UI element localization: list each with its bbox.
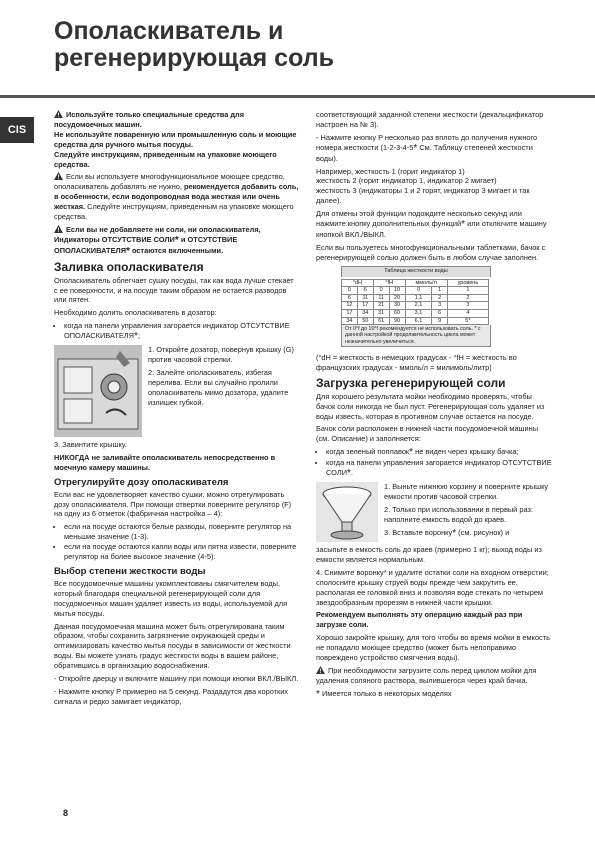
warning-salt: При необходимости загрузите соль перед циклом мойки для удаления соляного раствора, вылившегося через край бачка. xyxy=(316,665,537,685)
left-column xyxy=(54,110,299,710)
warning-icon xyxy=(316,666,325,674)
step-3: 3. Вставьте воронку* (см. рисунок) и xyxy=(384,527,510,539)
step-1: 1. Откройте дозатор, повернув крышку (G) против часовой стрелки. xyxy=(148,345,294,364)
warning-multifunction: Если вы используете многофункциональное моющее средство, ополаскиватель добавлять не нужно, рекомендуется добавить соль, в особенности, если водопроводная вода жесткая или очень жесткая. Следуйте инструкциям, приведенным на упаковке моющего средства. xyxy=(54,172,299,222)
warning-icon xyxy=(54,172,63,180)
step-2: 2. Залейте ополаскиватель, избегая перелива. Если вы случайно пролили ополаскиватель мимо дозатора, удалите излишек губкой. xyxy=(148,367,289,407)
title-line-2: регенерирующая соль xyxy=(54,44,334,72)
hardness-table-caption: Таблица жесткости воды xyxy=(341,266,491,277)
step-1: 1. Выньте нижнюю корзину и поверните крышку емкости против часовой стрелки. xyxy=(384,482,549,501)
paragraph: - Нажмите кнопку P примерно на 5 секунд. Раздадутся два коротких сигнала и редко замигает индикатор, xyxy=(54,686,289,706)
right-column xyxy=(316,110,552,703)
step-4: 4. Снимите воронку* и удалите остатки соли на входном отверстии; сполосните крышку струей воды прежде чем закрутить ее, располагая ее головкой вниз и позволяя воде стекать по четырем звездообразным прорезям в нижней части крышки. xyxy=(316,567,549,607)
page-number: 8 xyxy=(63,808,69,818)
step-3: 3. Завинтите крышку. xyxy=(54,440,127,450)
paragraph: засыпьте в емкость соль до краев (примерно 1 кг); выход воды из емкости является нормальным. xyxy=(316,545,542,564)
table-row: 6 11 11 20 1,1 2 2 xyxy=(342,294,489,302)
list-item: • когда на панели управления загорается индикатор ОТСУТСТВИЕ ОПОЛАСКИВАТЕЛЯ*; xyxy=(64,321,299,342)
warning-indicators: Если вы не добавляете ни соли, ни ополаскивателя, Индикаторы ОТСУТСТВИЕ СОЛИ* и ОТСУТСТВИЕ ОПОЛАСКИВАТЕЛЯ* остаются включенными. xyxy=(54,224,261,257)
heading-load-salt: Загрузка регенерирующей соли xyxy=(316,375,506,390)
figure-row xyxy=(54,345,299,437)
fill-steps xyxy=(148,345,299,437)
salt-funnel-illustration xyxy=(316,482,378,542)
list-item: • если на посуде остаются капли воды или пятна извести, поверните регулятор на более высокое значение (4-5). xyxy=(64,542,299,562)
table-header-row xyxy=(342,279,489,287)
page-title xyxy=(54,18,334,72)
paragraph: Если вы пользуетесь многофункциональными таблетками, бачок с регенерирующей солью должен быть в любом случае заполнен. xyxy=(316,242,546,262)
bullet-list xyxy=(316,447,552,479)
units-note: (°dH = жесткость в немецких градусах - °fH = жесткость во французских градусах - ммоль/л = милимоль/литр) xyxy=(316,353,517,372)
table-header: °dH xyxy=(342,279,374,287)
list-item: • когда на панели управления загорается индикатор ОТСУТСТВИЕ СОЛИ*. xyxy=(326,458,552,479)
paragraph: Данная посудомоечная машина может быть отрегулирована таким образом, чтобы сохранить загрязнение окружающей среды и оптимизировать качество мытья посуды в зависимости от жесткости воды. Вы можете узнать градус жесткости воды в вашем районе, обратившись в организацию водоснабжения. xyxy=(54,621,291,671)
paragraph: - Нажмите кнопку P несколько раз вплоть до получения нужного номера жесткости (1-2-3-4-5* См. Таблицу степеней жесткости воды). xyxy=(316,132,538,163)
bullet-list xyxy=(54,321,299,342)
heading-adjust-dose: Отрегулируйте дозу ополаскивателя xyxy=(54,476,229,488)
paragraph: соответствующий заданной степени жесткости (декальцификатор настроен на № 3). xyxy=(316,110,544,129)
paragraph: Все посудомоечные машины укомплектованы смягчителем воды, который благодаря специальной регенерирующей соли для посудомоечных машин удаляет известь из воды, используемой для мытья посуды. xyxy=(54,578,288,618)
recommendation: Рекомендуем выполнять эту операцию каждый раз при загрузке соли. xyxy=(316,610,523,630)
header-divider xyxy=(0,95,595,98)
paragraph: Для отмены этой функции подождите несколько секунд или нажмите кнопку дополнительных функций* или отключите машину кнопкой ВКЛ./ВЫКЛ. xyxy=(316,209,547,239)
paragraph: Бачок соли расположен в нижней части посудомоечной машины (см. Описание) и заполняется: xyxy=(316,424,539,444)
table-row: 34 50 61 90 6,1 9 5* xyxy=(342,317,489,325)
warning-icon xyxy=(54,110,63,118)
salt-steps xyxy=(384,482,552,542)
table-row: 0 6 0 10 0 1 1 xyxy=(342,287,489,295)
footnote: * Имеется только в некоторых моделях xyxy=(316,688,452,700)
heading-water-hardness: Выбор степени жесткости воды xyxy=(54,566,206,577)
list-item: • когда зеленый поплавок* не виден через крышку бачка; xyxy=(326,447,552,458)
paragraph: Для хорошего результата мойки необходимо проверять, чтобы бачок соли никогда не был пуст. Регенерирующая соль удаляет из воды известь, которая в противном случае остается на посуде. xyxy=(316,391,545,421)
paragraph: Необходимо долить ополаскиватель в дозатор: xyxy=(54,308,217,318)
hardness-table-note: От 0°f до 10°f рекомендуется не использовать соль. * с данной настройкой продолжительность цикла может незначительно увеличиться. xyxy=(341,325,491,347)
table-row: 12 17 21 30 2,1 3 3 xyxy=(342,302,489,310)
step-2: 2. Только при использовании в первый раз: наполните емкость водой до краев. xyxy=(384,504,533,524)
table-header: уровень xyxy=(447,279,488,287)
rinse-aid-dispenser-illustration xyxy=(54,345,142,437)
table-header: ммоль/л xyxy=(405,279,447,287)
paragraph: Хорошо закройте крышку, для того чтобы во время мойки в емкость не попадало моющее средство (может быть непоправимо повреждено устройство смягчения воды). xyxy=(316,633,550,663)
funnel-drawing xyxy=(316,482,378,542)
paragraph: - Откройте дверцу и включите машину при помощи кнопки ВКЛ./ВЫКЛ. xyxy=(54,674,299,684)
bullet-list xyxy=(54,522,299,562)
table-header: °fH xyxy=(373,279,405,287)
paragraph: Ополаскиватель облегчает сушку посуды, так как вода лучше стекает с ее поверхности, и на посуде таким образом не остается разводов или пятен. xyxy=(54,275,294,305)
title-line-1: Ополаскиватель и xyxy=(54,17,284,45)
figure-row xyxy=(316,482,552,542)
hardness-table xyxy=(341,279,489,326)
table-row: 17 34 31 60 3,1 6 4 xyxy=(342,309,489,317)
dispenser-drawing xyxy=(54,345,142,437)
list-item: • если на посуде остаются белые разводы, поверните регулятор на меньшие значение (1-3). xyxy=(64,522,299,542)
paragraph: Например, жесткость 1 (горит индикатор 1) жесткость 2 (горит индикатор 1, индикатор 2 мигает) жесткость 3 (индикаторы 1 и 2 горят, индикатор 3 мигает и так далее). xyxy=(316,166,530,206)
warning-icon xyxy=(54,225,63,233)
paragraph: Если вас не удовлетворяет качество сушки, можно отрегулировать дозу ополаскивателя. При помощи отвертки поверните регулятор (F) на одну из 6 отметок (фабричная настройка – 4): xyxy=(54,489,292,519)
never-pour-warning: НИКОГДА не заливайте ополаскиватель непосредственно в моечную камеру машины. xyxy=(54,452,276,472)
language-tab: CIS xyxy=(0,117,34,143)
heading-fill-rinse-aid: Заливка ополаскивателя xyxy=(54,259,204,274)
warning-detergent: Используйте только специальные средства для посудомоечных машин. Не используйте поваренную или промышленную соль и моющие средства для ручного мытья посуды. Следуйте инструкциям, приведенным на упаковке моющего средства. xyxy=(54,110,297,169)
